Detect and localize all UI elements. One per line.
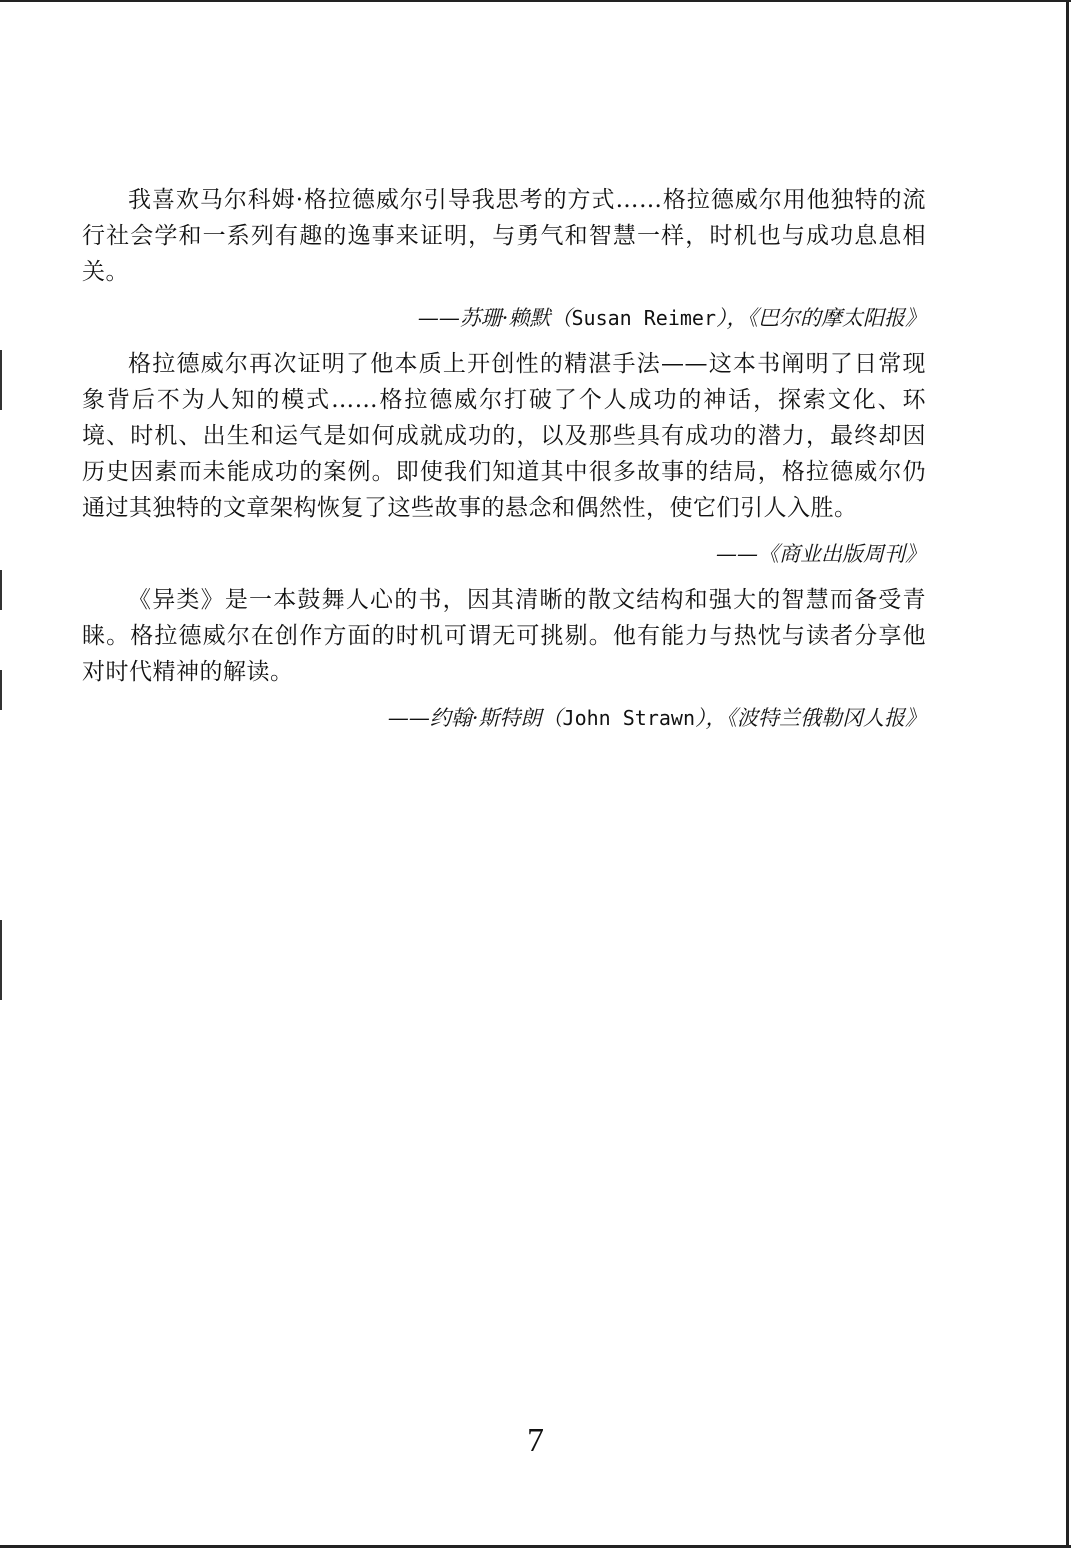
attribution-suffix: ），《波特兰俄勒冈人报》 [695, 706, 926, 730]
attribution-suffix: ），《巴尔的摩太阳报》 [716, 306, 926, 330]
attribution-prefix: ——苏珊·赖默（ [417, 306, 572, 330]
review-attribution-1 [82, 300, 926, 336]
review-text-3: 《异类》是一本鼓舞人心的书，因其清晰的散文结构和强大的智慧而备受青睐。格拉德威尔在创作方面的时机可谓无可挑剔。他有能力与热忱与读者分享他对时代精神的解读。 [82, 587, 926, 685]
review-text-2: 格拉德威尔再次证明了他本质上开创性的精湛手法——这本书阐明了日常现象背后不为人知的模式……格拉德威尔打破了个人成功的神话，探索文化、环境、时机、出生和运气是如何成就成功的，以及那些具有成功的潜力，最终却因历史因素而未能成功的案例。即使我们知道其中很多故事的结局，格拉德威尔仍通过其独特的文章架构恢复了这些故事的悬念和偶然性，使它们引人入胜。 [82, 351, 926, 521]
scan-edge-left [0, 670, 2, 710]
scan-edge-left [0, 570, 2, 610]
scan-edge-right [1066, 0, 1069, 1548]
review-attribution-2 [82, 536, 926, 572]
attribution-prefix: ——《商业出版周刊》 [716, 542, 926, 566]
scan-edge-top [0, 0, 1071, 2]
scan-edge-left [0, 920, 2, 1000]
scan-edge-left [0, 350, 2, 410]
page-number: 7 [527, 1422, 544, 1459]
attribution-latin-name: John Strawn [562, 706, 695, 730]
review-text-1: 我喜欢马尔科姆·格拉德威尔引导我思考的方式……格拉德威尔用他独特的流行社会学和一系列有趣的逸事来证明，与勇气和智慧一样，时机也与成功息息相关。 [82, 187, 926, 285]
attribution-latin-name: Susan Reimer [571, 306, 716, 330]
attribution-prefix: ——约翰·斯特朗（ [387, 706, 563, 730]
reviews-section [82, 182, 926, 746]
review-attribution-3 [82, 700, 926, 736]
